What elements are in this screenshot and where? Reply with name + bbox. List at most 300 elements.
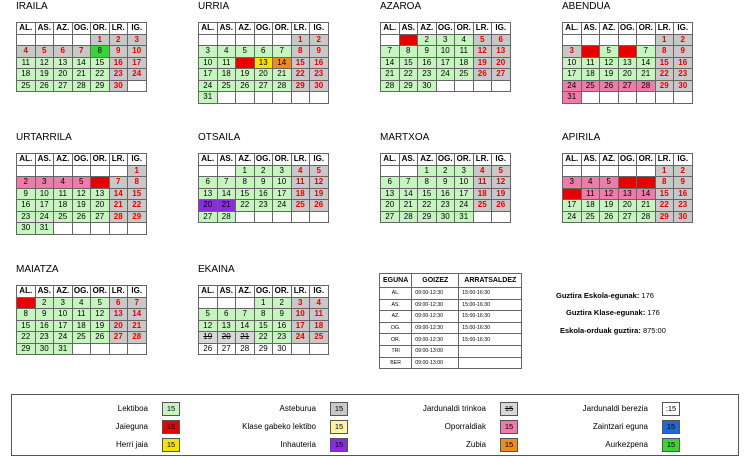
day-cell: 17 <box>563 200 582 212</box>
weekday-header: AL. <box>563 154 582 166</box>
weekday-header: OG. <box>73 286 89 296</box>
day-cell: 11 <box>54 188 73 200</box>
empty-day-cell <box>236 297 255 309</box>
empty-day-cell <box>291 92 310 104</box>
total-school-hours <box>560 326 666 335</box>
day-cell: 1 <box>91 34 110 46</box>
empty-day-cell <box>473 211 492 223</box>
empty-day-cell <box>54 223 73 235</box>
day-cell: 10 <box>128 46 147 58</box>
day-cell: 4 <box>54 177 73 189</box>
week-row <box>17 332 147 344</box>
empty-day-cell <box>217 165 236 177</box>
day-cell: 12 <box>236 57 255 69</box>
day-cell: 9 <box>254 177 273 189</box>
weekday-header: LR. <box>473 154 492 166</box>
legend-label: Klase gabeko lektibo <box>242 422 316 431</box>
empty-day-cell <box>600 165 619 177</box>
day-cell: 6 <box>199 177 218 189</box>
week-row <box>199 69 329 81</box>
legend-label: Aurkezpena <box>605 440 648 449</box>
day-cell: 6 <box>618 177 637 189</box>
day-cell: 14 <box>128 309 147 321</box>
month-table <box>380 153 511 223</box>
day-cell: 23 <box>17 211 36 223</box>
empty-day-cell <box>91 343 110 355</box>
week-row <box>563 92 693 104</box>
weekday-header: OG. <box>619 154 635 164</box>
day-cell: 9 <box>418 46 437 58</box>
week-row <box>199 165 329 177</box>
day-cell: 18 <box>291 188 310 200</box>
weekday-header: IG. <box>128 154 147 166</box>
empty-day-cell <box>310 343 329 355</box>
day-cell: 27 <box>492 69 511 81</box>
weekday-header: IG. <box>492 154 511 166</box>
day-cell: 23 <box>109 69 128 81</box>
day-cell: 3 <box>455 165 474 177</box>
day-cell: 23 <box>35 332 54 344</box>
week-row <box>17 211 147 223</box>
day-cell: 27 <box>254 80 273 92</box>
day-cell: 21 <box>637 200 656 212</box>
day-cell: 5 <box>473 34 492 46</box>
empty-day-cell <box>455 80 474 92</box>
month-title: URTARRILA <box>16 132 72 143</box>
day-cell: 22 <box>17 332 36 344</box>
week-row <box>17 69 147 81</box>
day-cell: 10 <box>273 177 292 189</box>
day-cell: 27 <box>199 211 218 223</box>
day-cell: 13 <box>618 57 637 69</box>
schedule-cell: OG. <box>380 322 412 334</box>
weekday-header: LR. <box>655 23 674 35</box>
day-cell: 31 <box>54 343 73 355</box>
day-cell: 29 <box>399 80 418 92</box>
week-row <box>17 200 147 212</box>
day-cell: 27 <box>217 343 236 355</box>
weekday-header: IG. <box>310 154 329 166</box>
empty-day-cell <box>674 92 693 104</box>
schedule-cell: 15:00-16:30 <box>459 288 522 300</box>
weekday-header: AL. <box>199 286 218 298</box>
empty-day-cell <box>199 165 218 177</box>
day-cell: 20 <box>217 332 236 344</box>
day-cell: 21 <box>72 69 91 81</box>
day-cell: 16 <box>674 57 693 69</box>
week-row <box>381 80 511 92</box>
total-class-days <box>566 308 660 317</box>
day-cell: 11 <box>581 188 600 200</box>
day-cell: 28 <box>128 332 147 344</box>
empty-day-cell <box>17 165 36 177</box>
weekday-header: AZ. <box>236 286 255 298</box>
day-cell: 23 <box>273 332 292 344</box>
month-calendar <box>562 1 693 104</box>
month-title: MAIATZA <box>16 264 59 275</box>
empty-day-cell <box>581 34 600 46</box>
empty-day-cell <box>35 165 54 177</box>
day-cell: 9 <box>310 46 329 58</box>
day-cell: 24 <box>563 211 582 223</box>
legend-label: Jardunaldi berezia <box>582 404 648 413</box>
schedule-cell: 09:00-13:00 <box>412 357 459 369</box>
day-cell: 7 <box>637 46 656 58</box>
day-cell: 14 <box>217 188 236 200</box>
day-cell: 5 <box>600 177 619 189</box>
day-cell: 7 <box>637 177 656 189</box>
day-cell: 30 <box>17 223 36 235</box>
day-cell: 5 <box>310 165 329 177</box>
day-cell: 26 <box>600 80 619 92</box>
day-cell: 29 <box>254 343 273 355</box>
weekday-header: AS. <box>581 23 600 35</box>
weekday-header: OG. <box>73 23 89 33</box>
day-cell: 17 <box>563 69 582 81</box>
day-cell: 15 <box>91 57 110 69</box>
day-cell: 9 <box>436 177 455 189</box>
weekday-header: OR. <box>273 23 292 35</box>
week-row <box>563 165 693 177</box>
day-cell: 30 <box>674 211 693 223</box>
day-cell: 8 <box>254 309 273 321</box>
weekday-header: AS. <box>399 23 418 35</box>
day-cell: 22 <box>128 200 147 212</box>
day-cell: 28 <box>109 211 128 223</box>
day-cell: 10 <box>455 177 474 189</box>
empty-day-cell <box>581 165 600 177</box>
empty-day-cell <box>91 165 110 177</box>
empty-day-cell <box>128 80 147 92</box>
day-cell: 28 <box>236 343 255 355</box>
day-cell: 19 <box>199 332 218 344</box>
day-cell: 19 <box>236 69 255 81</box>
day-cell: 3 <box>436 34 455 46</box>
day-cell: 4 <box>291 165 310 177</box>
day-cell: 27 <box>109 332 128 344</box>
day-cell: 30 <box>418 80 437 92</box>
week-row <box>17 165 147 177</box>
empty-day-cell <box>273 211 292 223</box>
day-cell: 22 <box>291 69 310 81</box>
legend-label: Zaintzari eguna <box>592 422 648 431</box>
week-row <box>17 320 147 332</box>
day-cell: 18 <box>581 69 600 81</box>
day-cell: 28 <box>637 211 656 223</box>
month-calendar <box>562 132 693 223</box>
day-cell: 26 <box>199 343 218 355</box>
week-row <box>199 320 329 332</box>
day-cell: 17 <box>273 188 292 200</box>
day-cell: 12 <box>91 309 110 321</box>
legend-label: Oporraldiak <box>444 422 486 431</box>
month-table <box>198 285 329 355</box>
day-cell: 2 <box>35 297 54 309</box>
month-title: MARTXOA <box>380 132 430 143</box>
schedule-header: GOIZEZ <box>412 274 459 288</box>
day-cell: 10 <box>563 57 582 69</box>
weekday-header: AL. <box>17 23 36 35</box>
day-cell: 9 <box>674 177 693 189</box>
day-cell: 8 <box>128 177 147 189</box>
day-cell: 2 <box>310 34 329 46</box>
day-cell: 6 <box>492 34 511 46</box>
day-cell: 11 <box>581 57 600 69</box>
day-cell: 23 <box>310 69 329 81</box>
day-cell: 27 <box>91 211 110 223</box>
empty-day-cell <box>381 34 400 46</box>
day-cell: 24 <box>128 69 147 81</box>
weekday-header: IG. <box>492 23 511 35</box>
schedule-cell: 09:00-12:30 <box>412 299 459 311</box>
schedule-row <box>380 311 522 323</box>
month-calendar <box>16 132 147 235</box>
day-cell: 30 <box>674 80 693 92</box>
day-cell: 25 <box>217 80 236 92</box>
day-cell: 13 <box>254 57 273 69</box>
day-cell: 9 <box>17 188 36 200</box>
day-cell: 6 <box>254 46 273 58</box>
legend-swatch: :15 <box>662 402 680 416</box>
empty-day-cell <box>310 211 329 223</box>
day-cell: 1 <box>291 34 310 46</box>
empty-day-cell <box>217 34 236 46</box>
weekday-header: IG. <box>128 23 147 35</box>
day-cell: 14 <box>236 320 255 332</box>
week-row <box>199 92 329 104</box>
day-cell: 23 <box>418 69 437 81</box>
week-row <box>381 211 511 223</box>
week-row <box>381 188 511 200</box>
day-cell: 14 <box>399 188 418 200</box>
week-row <box>381 57 511 69</box>
day-cell: 26 <box>35 80 54 92</box>
weekday-header: LR. <box>473 23 492 35</box>
week-row <box>199 211 329 223</box>
total-value: 875:00 <box>642 326 666 335</box>
weekday-header: OR. <box>637 23 656 35</box>
legend-swatch: 15 <box>330 402 348 416</box>
day-cell: 24 <box>199 80 218 92</box>
day-cell: 21 <box>399 200 418 212</box>
day-cell: 24 <box>563 80 582 92</box>
day-cell: 1 <box>418 165 437 177</box>
weekday-header: AZ. <box>600 23 619 35</box>
legend-label: Zubia <box>465 440 486 449</box>
month-title: URRIA <box>198 1 230 12</box>
schedule-cell: AZ. <box>380 311 412 323</box>
day-cell: 16 <box>273 320 292 332</box>
day-cell: 9 <box>109 46 128 58</box>
week-row <box>199 34 329 46</box>
day-cell: 5 <box>91 297 110 309</box>
day-cell: 12 <box>72 188 91 200</box>
day-cell: 15 <box>418 188 437 200</box>
day-cell: 2 <box>273 297 292 309</box>
day-cell: 11 <box>310 309 329 321</box>
day-cell: 24 <box>436 69 455 81</box>
week-row <box>17 80 147 92</box>
day-cell: 4 <box>581 177 600 189</box>
day-cell: 8 <box>236 177 255 189</box>
day-cell: 21 <box>273 69 292 81</box>
day-cell: 26 <box>236 80 255 92</box>
day-cell: 1 <box>655 34 674 46</box>
weekday-header: AZ. <box>418 154 437 166</box>
empty-day-cell <box>54 34 73 46</box>
month-title: ABENDUA <box>562 1 611 12</box>
day-cell: 5 <box>492 165 511 177</box>
day-cell: 30 <box>310 80 329 92</box>
day-cell: 5 <box>600 46 619 58</box>
day-cell: 12 <box>600 57 619 69</box>
day-cell: 19 <box>492 188 511 200</box>
day-cell: 17 <box>199 69 218 81</box>
day-cell: 17 <box>291 320 310 332</box>
legend-label: Jardunaldi trinkoa <box>422 404 486 413</box>
empty-day-cell <box>273 92 292 104</box>
empty-day-cell <box>381 165 400 177</box>
day-cell: 7 <box>217 177 236 189</box>
day-cell: 3 <box>563 177 582 189</box>
day-cell: 6 <box>109 297 128 309</box>
day-cell: 2 <box>254 165 273 177</box>
day-cell: 2 <box>674 34 693 46</box>
day-cell: 12 <box>492 177 511 189</box>
weekday-header: AS. <box>35 286 54 298</box>
schedule-cell: 15:00-16:30 <box>459 334 522 346</box>
day-cell: 1 <box>655 165 674 177</box>
day-cell: 25 <box>581 80 600 92</box>
legend-label: Inhauteria <box>280 440 316 449</box>
day-cell: 29 <box>418 211 437 223</box>
legend-swatch: 15 <box>500 402 518 416</box>
day-cell: 2 <box>109 34 128 46</box>
day-cell: 3 <box>273 165 292 177</box>
day-cell: 12 <box>600 188 619 200</box>
week-row <box>17 297 147 309</box>
day-cell: 7 <box>399 177 418 189</box>
day-cell: 3 <box>128 34 147 46</box>
day-cell: 13 <box>91 188 110 200</box>
schedule-row <box>380 322 522 334</box>
month-table <box>16 22 147 92</box>
schedule-header: ARRATSALDEZ <box>459 274 522 288</box>
weekday-header: IG. <box>674 154 693 166</box>
day-cell: 7 <box>381 46 400 58</box>
weekday-header: LR. <box>291 23 310 35</box>
week-row <box>199 80 329 92</box>
empty-day-cell <box>91 223 110 235</box>
empty-day-cell <box>581 92 600 104</box>
empty-day-cell <box>217 92 236 104</box>
day-cell: 27 <box>618 80 637 92</box>
weekday-header: AL. <box>199 154 218 166</box>
month-table <box>562 153 693 223</box>
day-cell: 10 <box>35 188 54 200</box>
day-cell: 3 <box>199 46 218 58</box>
legend-label: Lektiboa <box>117 404 148 413</box>
empty-day-cell <box>109 223 128 235</box>
empty-day-cell <box>563 165 582 177</box>
week-row <box>563 34 693 46</box>
day-cell: 13 <box>109 309 128 321</box>
empty-day-cell <box>655 92 674 104</box>
empty-day-cell <box>217 297 236 309</box>
day-cell: 15 <box>128 188 147 200</box>
week-row <box>381 200 511 212</box>
day-cell: 14 <box>637 188 656 200</box>
day-cell: 3 <box>54 297 73 309</box>
day-cell: 18 <box>310 320 329 332</box>
schedule-cell: AS. <box>380 299 412 311</box>
day-cell: 20 <box>199 200 218 212</box>
month-calendar <box>198 1 329 104</box>
empty-day-cell <box>637 34 656 46</box>
day-cell: 10 <box>436 46 455 58</box>
weekday-header: OR. <box>455 23 474 35</box>
day-cell: 20 <box>109 320 128 332</box>
empty-day-cell <box>291 211 310 223</box>
weekday-header: OG. <box>437 23 453 33</box>
day-cell: 27 <box>618 211 637 223</box>
day-cell: 26 <box>473 69 492 81</box>
day-cell: 9 <box>35 309 54 321</box>
day-cell: 21 <box>236 332 255 344</box>
week-row <box>381 177 511 189</box>
weekday-header: LR. <box>291 154 310 166</box>
day-cell: 20 <box>492 57 511 69</box>
day-cell: 13 <box>199 188 218 200</box>
day-cell: 6 <box>54 46 73 58</box>
day-cell: 16 <box>418 57 437 69</box>
day-cell: 14 <box>109 188 128 200</box>
week-row <box>199 46 329 58</box>
week-row <box>563 80 693 92</box>
day-cell: 3 <box>291 297 310 309</box>
weekday-header: AS. <box>217 286 236 298</box>
day-cell: 13 <box>618 188 637 200</box>
day-cell: 12 <box>310 177 329 189</box>
day-cell: 13 <box>54 57 73 69</box>
day-cell: 21 <box>217 200 236 212</box>
day-cell: 18 <box>581 200 600 212</box>
day-cell: 30 <box>436 211 455 223</box>
day-cell: 16 <box>310 57 329 69</box>
empty-day-cell <box>254 211 273 223</box>
schedule-cell: 15:00-16:30 <box>459 322 522 334</box>
day-cell: 13 <box>381 188 400 200</box>
empty-day-cell <box>109 343 128 355</box>
total-label: Guztira Eskola-egunak: <box>556 291 640 300</box>
weekday-header: IG. <box>310 286 329 298</box>
day-cell: 20 <box>254 69 273 81</box>
day-cell: 6 <box>91 177 110 189</box>
weekday-header: OR. <box>455 154 474 166</box>
day-cell: 15 <box>399 57 418 69</box>
day-cell: 6 <box>381 177 400 189</box>
legend-swatch: 15 <box>162 420 180 434</box>
day-cell: 2 <box>17 177 36 189</box>
day-cell: 7 <box>72 46 91 58</box>
weekday-header: OR. <box>91 286 110 298</box>
day-cell: 16 <box>17 200 36 212</box>
weekday-header: OG. <box>619 23 635 33</box>
day-cell: 25 <box>473 200 492 212</box>
month-table <box>198 22 329 104</box>
month-table <box>16 153 147 235</box>
empty-day-cell <box>128 223 147 235</box>
